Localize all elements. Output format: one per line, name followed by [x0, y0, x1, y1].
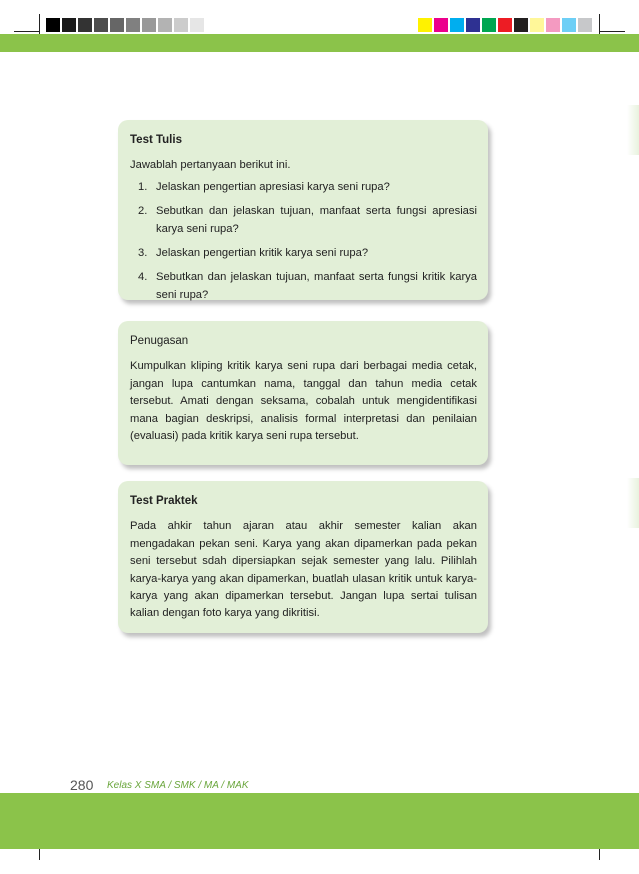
- calibration-swatch: [78, 18, 92, 32]
- calibration-swatch: [530, 18, 544, 32]
- crop-mark: [599, 31, 625, 32]
- test-praktek-body: Pada ahkir tahun ajaran atau akhir semester kalian akan mengadakan pekan seni. Karya yang akan dipamerkan pada pekan seni tersebut sdah dipersiapkan sejak semester yang lalu. Pilihlah karya-karya yang akan dipamerkan, buatlah ulasan kritik untuk karya-karya yang akan dipamerkan tersebut. Jangan lupa sertai tulisan kalian dengan foto karya yang dikritisi.: [130, 520, 477, 620]
- grayscale-calibration-bar: [46, 18, 222, 32]
- calibration-swatch: [158, 18, 172, 32]
- side-tab: [627, 105, 639, 155]
- question-number: 4.: [138, 271, 148, 284]
- page-number: 280: [70, 777, 94, 793]
- calibration-swatch: [562, 18, 576, 32]
- question-number: 1.: [138, 180, 148, 193]
- calibration-swatch: [126, 18, 140, 32]
- calibration-swatch: [578, 18, 592, 32]
- question-text: Jelaskan pengertian apresiasi karya seni rupa?: [156, 180, 390, 193]
- question-number: 3.: [138, 247, 148, 260]
- calibration-swatch: [434, 18, 448, 32]
- question-number: 2.: [138, 205, 148, 218]
- calibration-swatch: [450, 18, 464, 32]
- penugasan-title: Penugasan: [130, 335, 189, 347]
- calibration-swatch: [206, 18, 220, 32]
- color-calibration-bar: [418, 18, 594, 32]
- question-text: Jelaskan pengertian kritik karya seni rupa?: [156, 247, 369, 260]
- question-item: [130, 269, 477, 304]
- question-list: [130, 179, 477, 304]
- question-text: Sebutkan dan jelaskan tujuan, manfaat serta fungsi apresiasi karya seni rupa?: [156, 205, 477, 235]
- calibration-swatch: [546, 18, 560, 32]
- side-tab: [627, 478, 639, 528]
- question-item: [130, 179, 477, 196]
- question-item: [130, 203, 477, 238]
- calibration-swatch: [466, 18, 480, 32]
- test-tulis-intro: Jawablah pertanyaan berikut ini.: [130, 159, 291, 172]
- question-item: [130, 245, 477, 262]
- calibration-swatch: [190, 18, 204, 32]
- calibration-swatch: [514, 18, 528, 32]
- calibration-swatch: [94, 18, 108, 32]
- calibration-swatch: [418, 18, 432, 32]
- book-title: Kelas X SMA / SMK / MA / MAK: [107, 780, 249, 791]
- test-tulis-title: Test Tulis: [130, 134, 182, 146]
- calibration-swatch: [498, 18, 512, 32]
- top-green-band: [0, 34, 639, 52]
- crop-mark: [14, 31, 40, 32]
- test-praktek-card: [118, 481, 488, 633]
- calibration-swatch: [110, 18, 124, 32]
- calibration-swatch: [482, 18, 496, 32]
- calibration-swatch: [62, 18, 76, 32]
- calibration-swatch: [46, 18, 60, 32]
- test-tulis-card: [118, 120, 488, 300]
- question-text: Sebutkan dan jelaskan tujuan, manfaat serta fungsi kritik karya seni rupa?: [156, 271, 477, 301]
- calibration-swatch: [174, 18, 188, 32]
- penugasan-body: Kumpulkan kliping kritik karya seni rupa dari berbagai media cetak, jangan lupa cantumkan nama, tanggal dan tahun media cetak tersebut. Amati dengan seksama, cobalah untuk mengidentifikasi mana bagian deskripsi, analisis formal interpretasi dan penilaian (evaluasi) pada kritik karya seni rupa tersebut.: [130, 360, 477, 443]
- test-praktek-title: Test Praktek: [130, 495, 198, 507]
- calibration-swatch: [142, 18, 156, 32]
- penugasan-card: [118, 321, 488, 465]
- footer-green-band: [0, 793, 639, 849]
